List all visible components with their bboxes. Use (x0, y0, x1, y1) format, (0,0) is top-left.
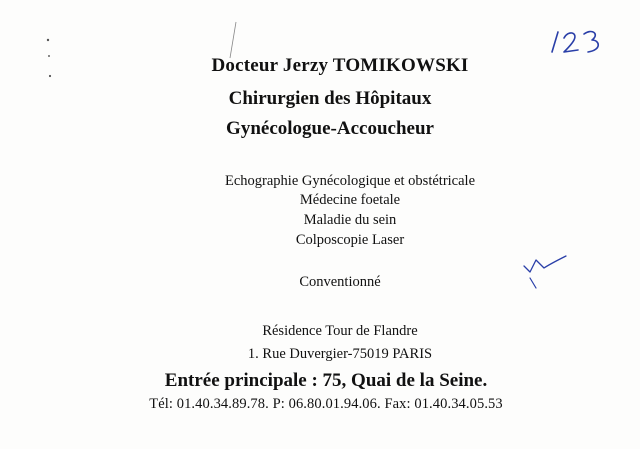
specialty-echography: Echographie Gynécologique et obstétricale (224, 173, 476, 189)
status-conventionne: Conventionné (299, 274, 381, 290)
title-gynecologist: Gynécologue-Accoucheur (226, 118, 434, 139)
pen-stroke-mark (222, 20, 242, 60)
title-surgeon: Chirurgien des Hôpitaux (228, 88, 432, 109)
handwritten-check-mark (520, 250, 570, 295)
handwritten-number (546, 22, 606, 62)
specialty-fetal-medicine: Médecine foetale (299, 192, 401, 208)
specialty-breast: Maladie du sein (303, 212, 397, 228)
address-building: Résidence Tour de Flandre (262, 323, 418, 339)
specialty-colposcopy: Colposcopie Laser (295, 232, 405, 248)
main-entrance: Entrée principale : 75, Quai de la Seine. (164, 370, 488, 391)
address-street: 1. Rue Duvergier-75019 PARIS (247, 346, 433, 362)
doctor-name: Docteur Jerzy TOMIKOWSKI (211, 55, 469, 76)
phone-numbers: Tél: 01.40.34.89.78. P: 06.80.01.94.06. Fax: 01.40.34.05.53 (149, 396, 503, 412)
